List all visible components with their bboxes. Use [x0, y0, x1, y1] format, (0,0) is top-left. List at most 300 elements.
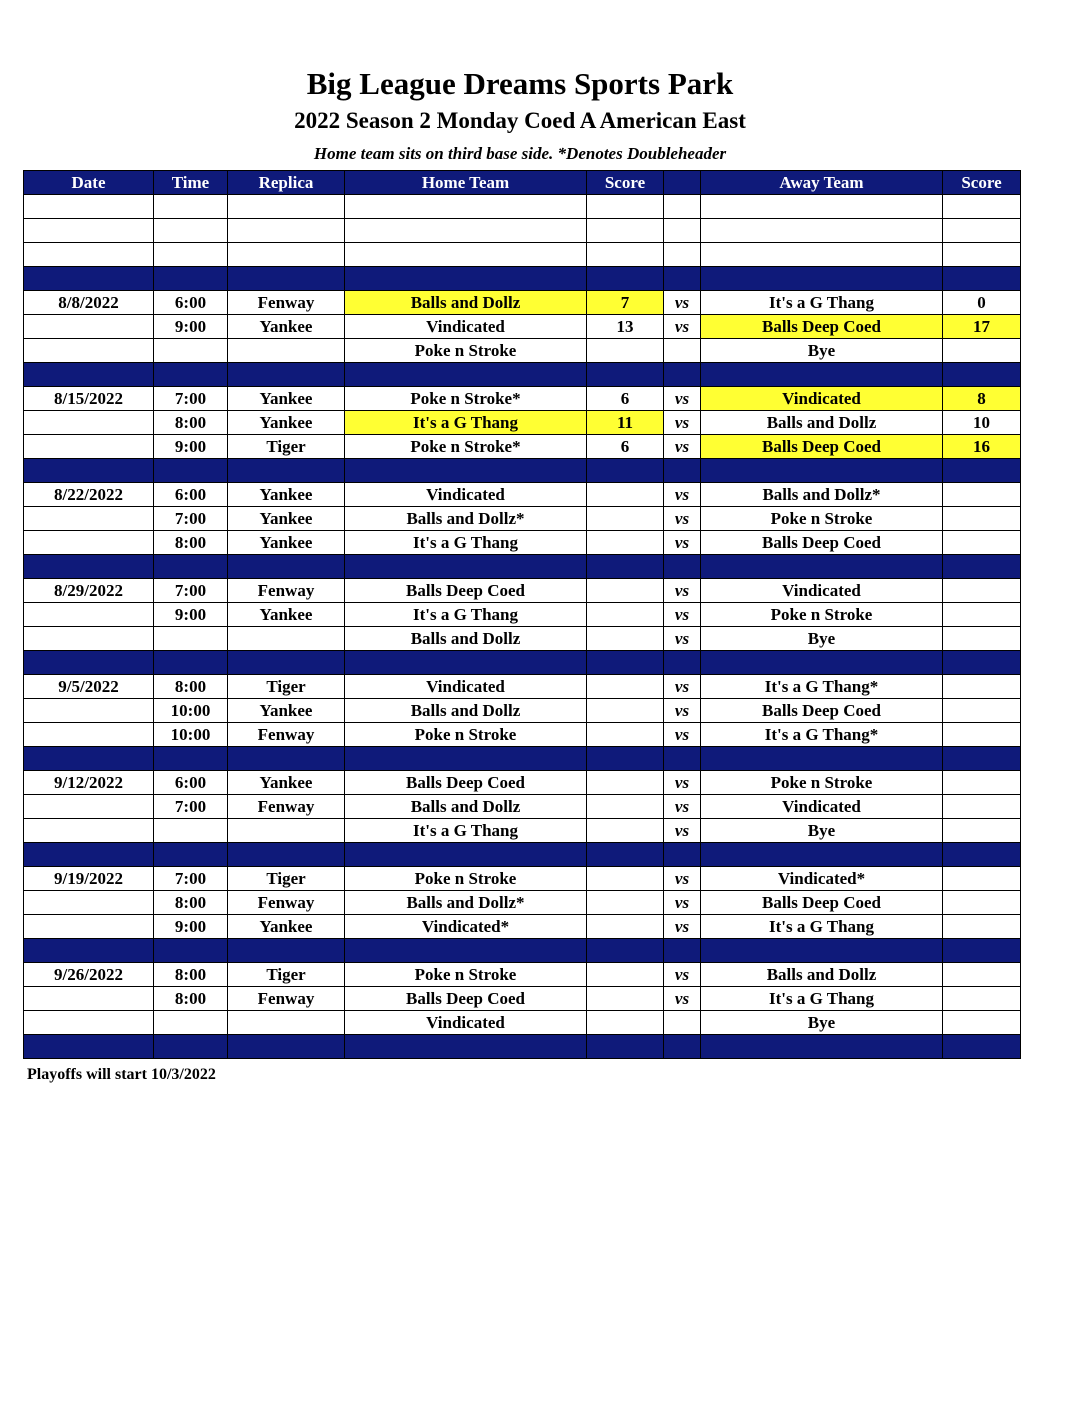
separator-cell [701, 651, 943, 675]
date-cell [24, 915, 154, 939]
date-cell [24, 243, 154, 267]
separator-cell [345, 651, 587, 675]
table-row [24, 291, 1021, 315]
date-cell [24, 411, 154, 435]
away-score-cell: 10 [943, 411, 1021, 435]
schedule-table [23, 170, 1021, 1059]
week-separator-row [24, 747, 1021, 771]
separator-cell [701, 363, 943, 387]
table-row [24, 987, 1021, 1011]
away-team-cell: Balls Deep Coed [701, 435, 943, 459]
time-cell: 10:00 [154, 723, 228, 747]
separator-cell [345, 939, 587, 963]
replica-cell: Fenway [228, 987, 345, 1011]
separator-cell [228, 459, 345, 483]
home-team-cell: It's a G Thang [345, 411, 587, 435]
date-cell [24, 507, 154, 531]
vs-cell: vs [664, 987, 701, 1011]
time-cell: 8:00 [154, 411, 228, 435]
vs-cell [664, 1011, 701, 1035]
home-score-cell [587, 795, 664, 819]
away-score-cell: 8 [943, 387, 1021, 411]
away-team-cell: Bye [701, 819, 943, 843]
separator-cell [24, 267, 154, 291]
replica-cell [228, 243, 345, 267]
home-team-cell: Balls and Dollz* [345, 891, 587, 915]
home-score-cell [587, 867, 664, 891]
time-cell: 8:00 [154, 675, 228, 699]
home-team-cell [345, 219, 587, 243]
vs-cell [664, 219, 701, 243]
table-row [24, 435, 1021, 459]
time-cell: 9:00 [154, 435, 228, 459]
home-score-cell [587, 987, 664, 1011]
home-team-cell: Poke n Stroke [345, 339, 587, 363]
date-cell [24, 627, 154, 651]
replica-cell: Tiger [228, 963, 345, 987]
vs-cell: vs [664, 315, 701, 339]
home-score-cell: 13 [587, 315, 664, 339]
time-cell [154, 819, 228, 843]
home-team-cell: Balls Deep Coed [345, 987, 587, 1011]
table-row [24, 915, 1021, 939]
table-row [24, 867, 1021, 891]
away-team-cell: Bye [701, 627, 943, 651]
home-team-cell: Balls and Dollz [345, 795, 587, 819]
date-cell [24, 891, 154, 915]
separator-cell [701, 747, 943, 771]
home-score-cell [587, 699, 664, 723]
week-separator-row [24, 1035, 1021, 1059]
separator-cell [154, 747, 228, 771]
date-cell: 8/22/2022 [24, 483, 154, 507]
time-cell: 8:00 [154, 531, 228, 555]
away-score-cell [943, 507, 1021, 531]
separator-cell [943, 459, 1021, 483]
home-team-cell: Balls and Dollz* [345, 507, 587, 531]
away-score-cell [943, 675, 1021, 699]
vs-cell: vs [664, 771, 701, 795]
table-row [24, 771, 1021, 795]
home-score-cell [587, 579, 664, 603]
home-score-cell [587, 675, 664, 699]
separator-cell [587, 555, 664, 579]
away-score-cell [943, 627, 1021, 651]
time-cell [154, 243, 228, 267]
vs-cell: vs [664, 891, 701, 915]
away-team-cell: Poke n Stroke [701, 603, 943, 627]
table-row [24, 579, 1021, 603]
week-separator-row [24, 459, 1021, 483]
away-score-cell [943, 963, 1021, 987]
home-score-cell [587, 627, 664, 651]
separator-cell [701, 267, 943, 291]
vs-cell: vs [664, 603, 701, 627]
replica-cell: Yankee [228, 483, 345, 507]
time-cell: 6:00 [154, 771, 228, 795]
col-home-team-header: Home Team [345, 171, 587, 195]
replica-cell [228, 195, 345, 219]
separator-cell [24, 1035, 154, 1059]
time-cell: 9:00 [154, 315, 228, 339]
separator-cell [664, 459, 701, 483]
separator-cell [24, 459, 154, 483]
separator-cell [943, 651, 1021, 675]
table-row [24, 603, 1021, 627]
date-cell [24, 195, 154, 219]
away-team-cell: Vindicated* [701, 867, 943, 891]
separator-cell [345, 555, 587, 579]
table-row [24, 627, 1021, 651]
col-replica-header: Replica [228, 171, 345, 195]
table-row [24, 507, 1021, 531]
away-team-cell: It's a G Thang* [701, 723, 943, 747]
time-cell [154, 627, 228, 651]
vs-cell: vs [664, 819, 701, 843]
vs-cell [664, 243, 701, 267]
replica-cell: Yankee [228, 603, 345, 627]
replica-cell: Yankee [228, 915, 345, 939]
separator-cell [154, 555, 228, 579]
table-row [24, 1011, 1021, 1035]
home-score-cell [587, 603, 664, 627]
away-team-cell: Balls Deep Coed [701, 699, 943, 723]
col-time-header: Time [154, 171, 228, 195]
time-cell [154, 339, 228, 363]
time-cell: 8:00 [154, 963, 228, 987]
separator-cell [24, 363, 154, 387]
vs-cell: vs [664, 579, 701, 603]
separator-cell [228, 843, 345, 867]
away-score-cell [943, 915, 1021, 939]
time-cell [154, 1011, 228, 1035]
away-score-cell [943, 1011, 1021, 1035]
replica-cell: Fenway [228, 891, 345, 915]
table-row [24, 387, 1021, 411]
vs-cell: vs [664, 627, 701, 651]
replica-cell: Tiger [228, 675, 345, 699]
separator-cell [587, 459, 664, 483]
separator-cell [228, 555, 345, 579]
separator-cell [345, 843, 587, 867]
away-score-cell [943, 723, 1021, 747]
header-row [24, 171, 1021, 195]
home-team-cell: Poke n Stroke [345, 963, 587, 987]
separator-cell [154, 1035, 228, 1059]
week-separator-row [24, 363, 1021, 387]
away-score-cell: 17 [943, 315, 1021, 339]
vs-cell [664, 339, 701, 363]
replica-cell: Yankee [228, 507, 345, 531]
home-team-cell: Balls and Dollz [345, 291, 587, 315]
date-cell [24, 315, 154, 339]
away-score-cell [943, 819, 1021, 843]
replica-cell [228, 1011, 345, 1035]
table-row [24, 531, 1021, 555]
table-row [24, 963, 1021, 987]
date-cell: 9/5/2022 [24, 675, 154, 699]
away-score-cell [943, 195, 1021, 219]
separator-cell [24, 747, 154, 771]
time-cell: 7:00 [154, 867, 228, 891]
table-row [24, 699, 1021, 723]
separator-cell [587, 1035, 664, 1059]
week-separator-row [24, 555, 1021, 579]
separator-cell [664, 1035, 701, 1059]
separator-cell [24, 555, 154, 579]
vs-cell [664, 195, 701, 219]
date-cell [24, 795, 154, 819]
home-score-cell [587, 915, 664, 939]
replica-cell [228, 339, 345, 363]
date-cell: 9/12/2022 [24, 771, 154, 795]
away-score-cell [943, 987, 1021, 1011]
home-team-cell: Poke n Stroke* [345, 387, 587, 411]
separator-cell [24, 843, 154, 867]
home-team-cell: Vindicated [345, 1011, 587, 1035]
away-team-cell [701, 195, 943, 219]
date-cell: 8/8/2022 [24, 291, 154, 315]
away-score-cell [943, 795, 1021, 819]
separator-cell [701, 459, 943, 483]
table-row [24, 411, 1021, 435]
time-cell: 8:00 [154, 891, 228, 915]
replica-cell: Yankee [228, 411, 345, 435]
time-cell [154, 219, 228, 243]
separator-cell [664, 939, 701, 963]
home-team-cell: Vindicated [345, 483, 587, 507]
playoffs-note: Playoffs will start 10/3/2022 [27, 1066, 216, 1083]
replica-cell: Fenway [228, 579, 345, 603]
home-score-cell: 6 [587, 435, 664, 459]
separator-cell [943, 267, 1021, 291]
vs-cell: vs [664, 411, 701, 435]
date-cell [24, 435, 154, 459]
separator-cell [24, 939, 154, 963]
home-score-cell [587, 1011, 664, 1035]
separator-cell [943, 939, 1021, 963]
separator-cell [587, 747, 664, 771]
separator-cell [587, 363, 664, 387]
separator-cell [701, 843, 943, 867]
separator-cell [154, 459, 228, 483]
separator-cell [701, 1035, 943, 1059]
separator-cell [587, 843, 664, 867]
separator-cell [587, 939, 664, 963]
separator-cell [664, 747, 701, 771]
table-row [24, 891, 1021, 915]
away-team-cell [701, 219, 943, 243]
away-team-cell: It's a G Thang [701, 987, 943, 1011]
away-team-cell [701, 243, 943, 267]
date-cell [24, 603, 154, 627]
table-row [24, 243, 1021, 267]
home-score-cell [587, 531, 664, 555]
separator-cell [943, 1035, 1021, 1059]
time-cell: 7:00 [154, 507, 228, 531]
away-score-cell [943, 579, 1021, 603]
away-score-cell [943, 699, 1021, 723]
separator-cell [664, 651, 701, 675]
week-separator-row [24, 651, 1021, 675]
home-score-cell [587, 507, 664, 531]
replica-cell [228, 219, 345, 243]
home-score-cell [587, 891, 664, 915]
separator-cell [345, 459, 587, 483]
replica-cell: Yankee [228, 315, 345, 339]
away-score-cell [943, 339, 1021, 363]
replica-cell: Fenway [228, 723, 345, 747]
date-cell [24, 987, 154, 1011]
time-cell: 6:00 [154, 483, 228, 507]
date-cell [24, 1011, 154, 1035]
separator-cell [228, 363, 345, 387]
separator-cell [154, 267, 228, 291]
date-cell [24, 339, 154, 363]
date-cell [24, 819, 154, 843]
separator-cell [345, 363, 587, 387]
away-score-cell: 0 [943, 291, 1021, 315]
separator-cell [943, 843, 1021, 867]
away-team-cell: Poke n Stroke [701, 771, 943, 795]
away-team-cell: Balls Deep Coed [701, 891, 943, 915]
week-separator-row [24, 843, 1021, 867]
schedule-body [24, 195, 1021, 1059]
home-team-cell: Balls Deep Coed [345, 771, 587, 795]
replica-cell: Yankee [228, 531, 345, 555]
home-team-cell: Balls Deep Coed [345, 579, 587, 603]
time-cell: 8:00 [154, 987, 228, 1011]
away-team-cell: Balls and Dollz [701, 411, 943, 435]
table-row [24, 195, 1021, 219]
vs-cell: vs [664, 483, 701, 507]
table-row [24, 723, 1021, 747]
vs-cell: vs [664, 795, 701, 819]
separator-cell [154, 651, 228, 675]
away-score-cell [943, 603, 1021, 627]
away-team-cell: Vindicated [701, 387, 943, 411]
separator-cell [701, 555, 943, 579]
time-cell: 6:00 [154, 291, 228, 315]
vs-cell: vs [664, 867, 701, 891]
home-team-cell: It's a G Thang [345, 819, 587, 843]
away-team-cell: Balls and Dollz* [701, 483, 943, 507]
date-cell [24, 699, 154, 723]
replica-cell: Fenway [228, 291, 345, 315]
replica-cell: Yankee [228, 699, 345, 723]
home-team-cell [345, 195, 587, 219]
vs-cell: vs [664, 435, 701, 459]
separator-cell [345, 1035, 587, 1059]
away-score-cell [943, 219, 1021, 243]
home-team-cell: It's a G Thang [345, 603, 587, 627]
home-score-cell [587, 219, 664, 243]
vs-cell: vs [664, 699, 701, 723]
replica-cell: Fenway [228, 795, 345, 819]
away-team-cell: Vindicated [701, 579, 943, 603]
away-score-cell: 16 [943, 435, 1021, 459]
replica-cell: Yankee [228, 387, 345, 411]
replica-cell: Tiger [228, 435, 345, 459]
away-score-cell [943, 531, 1021, 555]
home-team-cell: Vindicated [345, 675, 587, 699]
away-score-cell [943, 771, 1021, 795]
home-team-cell [345, 243, 587, 267]
schedule-note: Home team sits on third base side. *Denotes Doubleheader [313, 144, 727, 163]
separator-cell [345, 267, 587, 291]
vs-cell: vs [664, 723, 701, 747]
separator-cell [154, 939, 228, 963]
vs-cell: vs [664, 531, 701, 555]
separator-cell [228, 1035, 345, 1059]
week-separator-row [24, 267, 1021, 291]
col-away-score-header: Score [943, 171, 1021, 195]
time-cell: 9:00 [154, 603, 228, 627]
separator-cell [228, 267, 345, 291]
away-team-cell: It's a G Thang* [701, 675, 943, 699]
time-cell: 10:00 [154, 699, 228, 723]
table-row [24, 483, 1021, 507]
home-team-cell: Balls and Dollz [345, 699, 587, 723]
date-cell: 9/19/2022 [24, 867, 154, 891]
vs-cell: vs [664, 963, 701, 987]
vs-cell: vs [664, 387, 701, 411]
home-team-cell: Vindicated [345, 315, 587, 339]
separator-cell [943, 747, 1021, 771]
separator-cell [664, 843, 701, 867]
separator-cell [154, 363, 228, 387]
separator-cell [24, 651, 154, 675]
date-cell [24, 531, 154, 555]
col-home-score-header: Score [587, 171, 664, 195]
home-team-cell: Poke n Stroke* [345, 435, 587, 459]
separator-cell [943, 555, 1021, 579]
table-row [24, 315, 1021, 339]
away-team-cell: Bye [701, 339, 943, 363]
replica-cell: Yankee [228, 771, 345, 795]
date-cell [24, 723, 154, 747]
separator-cell [664, 555, 701, 579]
away-score-cell [943, 891, 1021, 915]
home-score-cell [587, 483, 664, 507]
separator-cell [943, 363, 1021, 387]
away-team-cell: Balls Deep Coed [701, 531, 943, 555]
replica-cell: Tiger [228, 867, 345, 891]
home-score-cell [587, 771, 664, 795]
home-score-cell [587, 243, 664, 267]
separator-cell [701, 939, 943, 963]
away-team-cell: Balls Deep Coed [701, 315, 943, 339]
away-team-cell: It's a G Thang [701, 291, 943, 315]
time-cell [154, 195, 228, 219]
page-title: Big League Dreams Sports Park [306, 66, 734, 101]
separator-cell [587, 267, 664, 291]
col-date-header: Date [24, 171, 154, 195]
time-cell: 7:00 [154, 579, 228, 603]
home-team-cell: Poke n Stroke [345, 723, 587, 747]
home-score-cell [587, 723, 664, 747]
separator-cell [587, 651, 664, 675]
table-row [24, 339, 1021, 363]
separator-cell [228, 747, 345, 771]
away-score-cell [943, 867, 1021, 891]
vs-cell: vs [664, 915, 701, 939]
table-row [24, 219, 1021, 243]
time-cell: 9:00 [154, 915, 228, 939]
separator-cell [664, 267, 701, 291]
home-score-cell [587, 963, 664, 987]
away-team-cell: Bye [701, 1011, 943, 1035]
